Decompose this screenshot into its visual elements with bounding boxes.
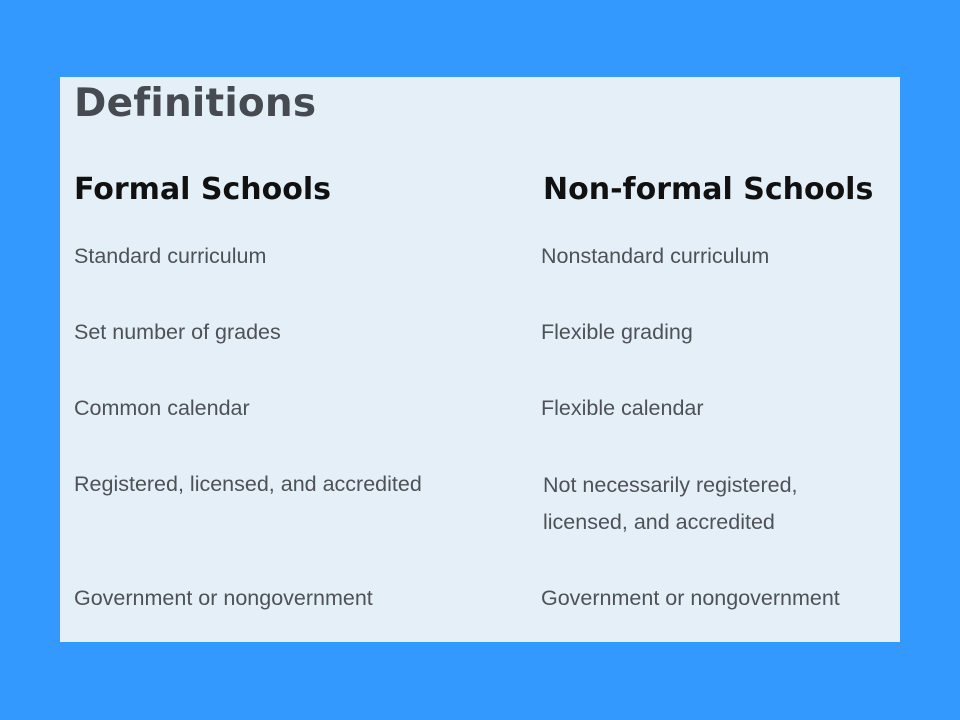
formal-cell-calendar: Common calendar — [74, 396, 250, 420]
definitions-panel — [60, 77, 900, 642]
column-header-nonformal-schools: Non-formal Schools — [543, 172, 874, 207]
formal-cell-accreditation: Registered, licensed, and accredited — [74, 472, 422, 496]
page-title: Definitions — [74, 81, 317, 126]
nonformal-cell-curriculum: Nonstandard curriculum — [541, 244, 770, 268]
formal-cell-government: Government or nongovernment — [74, 586, 373, 610]
nonformal-cell-accreditation-line-2: licensed, and accredited — [543, 510, 775, 534]
nonformal-cell-grades: Flexible grading — [541, 320, 693, 344]
formal-cell-curriculum: Standard curriculum — [74, 244, 267, 268]
formal-cell-grades: Set number of grades — [74, 320, 281, 344]
nonformal-cell-accreditation-line-1: Not necessarily registered, — [543, 473, 798, 497]
column-header-formal-schools: Formal Schools — [74, 172, 332, 207]
nonformal-cell-calendar: Flexible calendar — [541, 396, 704, 420]
nonformal-cell-government: Government or nongovernment — [541, 586, 840, 610]
